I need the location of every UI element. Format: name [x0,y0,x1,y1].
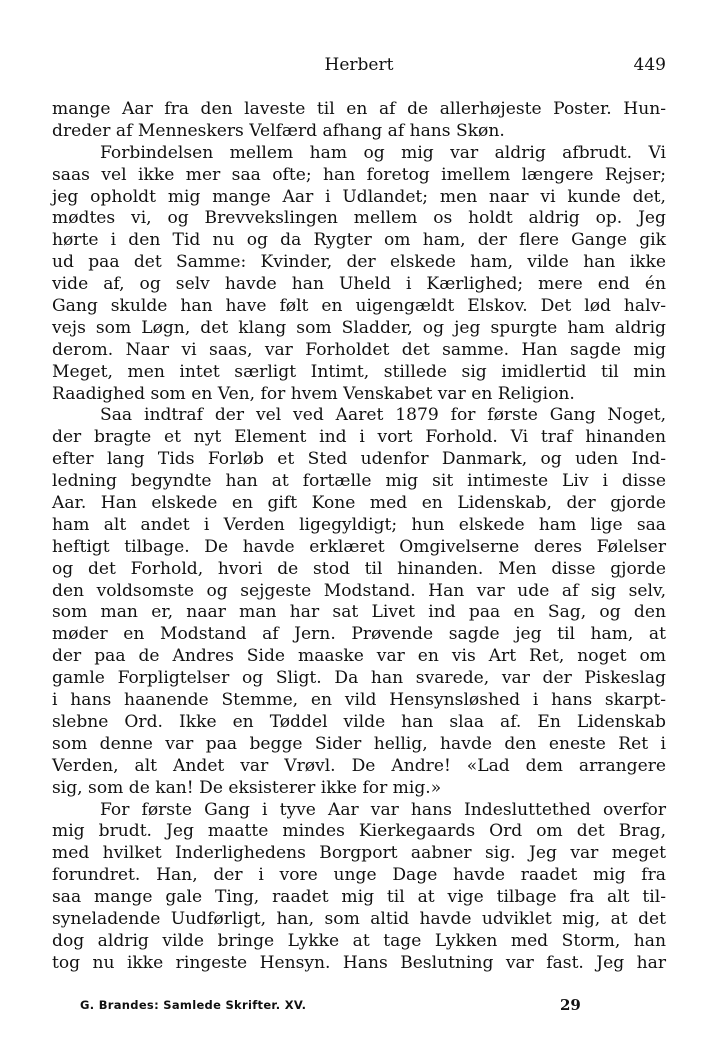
text-line: der paa de Andres Side maaske var en vis Art Ret, noget om [52,646,666,667]
text-line: derom. Naar vi saas, var Forholdet det samme. Han sagde mig [52,339,666,360]
text-line: vide af, og selv havde han Uheld i Kærlighed; mere end én [52,274,666,295]
running-title: Herbert [324,55,394,75]
text-line: slebne Ord. Ikke en Tøddel vilde han slaa af. En Lidenskab [52,711,666,732]
text-line: efter lang Tids Forløb et Sted udenfor Danmark, og uden Ind- [52,449,666,470]
text-line: ham alt andet i Verden ligegyldigt; hun elskede ham lige saa [52,514,666,535]
text-line: Aar. Han elskede en gift Kone med en Lidenskab, der gjorde [52,493,666,514]
text-line: dog aldrig vilde bringe Lykke at tage Lykken med Storm, han [52,930,666,951]
text-line: heftigt tilbage. De havde erklæret Omgivelserne deres Følelser [52,536,666,557]
text-line: som man er, naar man har sat Livet ind paa en Sag, og den [52,602,666,623]
text-line: mange Aar fra den laveste til en af de allerhøjeste Poster. Hun- [52,99,666,119]
text-line: gamle Forpligtelser og Sligt. Da han svarede, var der Piskeslag [52,668,666,689]
page-number: 449 [633,55,666,75]
text-line: mig brudt. Jeg maatte mindes Kierkegaards Ord om det Brag, [52,821,666,842]
text-line: Gang skulde han have følt en uigengældt Elskov. Det lød halv- [52,296,666,317]
text-line: mødtes vi, og Brevvekslingen mellem os holdt aldrig op. Jeg [52,208,666,229]
text-line: tog nu ikke ringeste Hensyn. Hans Beslutning var fast. Jeg har [52,952,666,973]
running-header [52,55,666,83]
text-line: der bragte et nyt Element ind i vort Forhold. Vi traf hinanden [52,427,666,448]
text-line: saas vel ikke mer saa ofte; han foretog imellem længere Rejser; [52,164,666,185]
text-line: vejs som Løgn, det klang som Sladder, og jeg spurgte ham aldrig [52,317,666,338]
text-line: Raadighed som en Ven, for hvem Venskabet var en Religion. [52,383,575,404]
text-line: med hvilket Inderlighedens Borgport aabner sig. Jeg var meget [52,843,666,864]
text-line: Meget, men intet særligt Intimt, stillede sig imidlertid til min [52,361,666,382]
text-line: ud paa det Samme: Kvinder, der elskede ham, vilde han ikke [52,252,666,273]
text-line: Verden, alt Andet var Vrøvl. De Andre! «Lad dem arrangere [52,755,666,776]
text-line: ledning begyndte han at fortælle mig sit intimeste Liv i disse [52,471,666,492]
text-line: møder en Modstand af Jern. Prøvende sagde jeg til ham, at [52,624,666,645]
text-line: som denne var paa begge Sider hellig, havde den eneste Ret i [52,733,666,754]
text-line: dreder af Menneskers Velfærd afhang af hans Skøn. [52,120,505,141]
text-line: saa mange gale Ting, raadet mig til at vige tilbage fra alt til- [52,887,666,908]
text-line: forundret. Han, der i vore unge Dage havde raadet mig fra [52,865,666,886]
text-line: jeg opholdt mig mange Aar i Udlandet; men naar vi kunde det, [52,186,666,207]
text-line: hørte i den Tid nu og da Rygter om ham, der flere Gange gik [52,230,666,251]
text-line: i hans haanende Stemme, en vild Hensynsløshed i hans skarpt- [52,690,666,711]
text-line: den voldsomste og sejgeste Modstand. Han var ude af sig selv, [52,580,666,601]
signature-line: G. Brandes: Samlede Skrifter. XV. [80,998,307,1012]
text-line: syneladende Uudførligt, han, som altid havde udviklet mig, at det [52,908,666,929]
sheet-number: 29 [560,996,581,1014]
text-line: Forbindelsen mellem ham og mig var aldrig afbrudt. Vi [100,142,666,163]
text-line: sig, som de kan! De eksisterer ikke for mig.» [52,777,442,798]
body-text [52,99,666,975]
text-line: For første Gang i tyve Aar var hans Indesluttethed overfor [100,799,666,820]
text-line: og det Forhold, hvori de stod til hinanden. Men disse gjorde [52,558,666,579]
text-line: Saa indtraf der vel ved Aaret 1879 for første Gang Noget, [100,405,666,426]
